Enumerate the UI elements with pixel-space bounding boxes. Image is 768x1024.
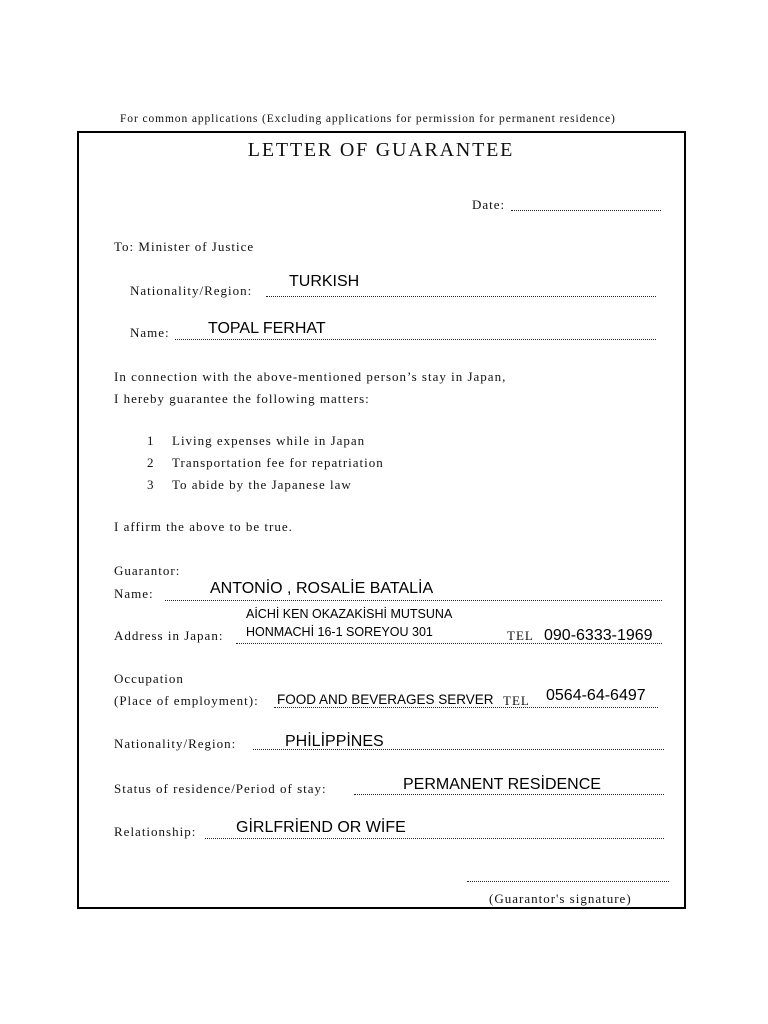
applicant-name-value: TOPAL FERHAT <box>208 320 326 337</box>
applicant-nationality-label: Nationality/Region: <box>130 283 253 298</box>
affirm-statement: I affirm the above to be true. <box>114 519 293 534</box>
guarantor-address-label: Address in Japan: <box>114 628 224 643</box>
date-field-line[interactable] <box>511 210 661 211</box>
signature-caption: (Guarantor's signature) <box>489 891 632 906</box>
guarantor-name-label: Name: <box>114 586 154 601</box>
date-label: Date: <box>472 197 506 212</box>
status-label: Status of residence/Period of stay: <box>114 781 327 796</box>
guarantor-nationality-label: Nationality/Region: <box>114 736 237 751</box>
guarantor-address-line1: AİCHİ KEN OKAZAKİSHİ MUTSUNA <box>246 607 453 621</box>
employment-tel-value: 0564-64-6497 <box>546 687 646 704</box>
employment-value: FOOD AND BEVERAGES SERVER <box>277 692 494 707</box>
guarantor-nationality-value: PHİLİPPİNES <box>285 733 384 750</box>
signature-line[interactable] <box>467 881 669 882</box>
guarantor-name-value: ANTONİO , ROSALİE BATALİA <box>210 580 434 597</box>
matter-number: 1 <box>147 433 155 448</box>
applicant-name-label: Name: <box>130 325 170 340</box>
guarantor-name-line[interactable] <box>165 600 662 601</box>
matter-number: 2 <box>147 455 155 470</box>
employment-label: (Place of employment): <box>114 693 259 708</box>
status-line[interactable] <box>354 794 664 795</box>
relationship-value: GİRLFRİEND OR WİFE <box>236 819 406 836</box>
guarantor-heading: Guarantor: <box>114 563 181 578</box>
address-tel-value: 090-6333-1969 <box>544 627 653 644</box>
status-value: PERMANENT RESİDENCE <box>403 776 601 793</box>
address-tel-label: TEL <box>507 628 534 643</box>
applicant-name-line[interactable] <box>175 339 656 340</box>
relationship-label: Relationship: <box>114 824 197 839</box>
statement-line2: I hereby guarantee the following matters: <box>114 391 370 406</box>
applicant-nationality-line[interactable] <box>266 296 656 297</box>
statement-line1: In connection with the above-mentioned person’s stay in Japan, <box>114 369 507 384</box>
applicant-nationality-value: TURKISH <box>289 273 360 290</box>
employment-line[interactable] <box>274 707 658 708</box>
guarantor-address-line2: HONMACHİ 16-1 SOREYOU 301 <box>246 625 433 639</box>
matter-text: To abide by the Japanese law <box>172 477 352 492</box>
matter-text: Living expenses while in Japan <box>172 433 366 448</box>
letter-title: LETTER OF GUARANTEE <box>247 139 515 161</box>
relationship-line[interactable] <box>205 838 664 839</box>
addressee: To: Minister of Justice <box>114 239 255 254</box>
matter-number: 3 <box>147 477 155 492</box>
employment-tel-label: TEL <box>503 693 530 708</box>
matter-text: Transportation fee for repatriation <box>172 455 384 470</box>
header-note: For common applications (Excluding applications for permission for permanent residence) <box>120 113 616 125</box>
occupation-label: Occupation <box>114 671 184 686</box>
